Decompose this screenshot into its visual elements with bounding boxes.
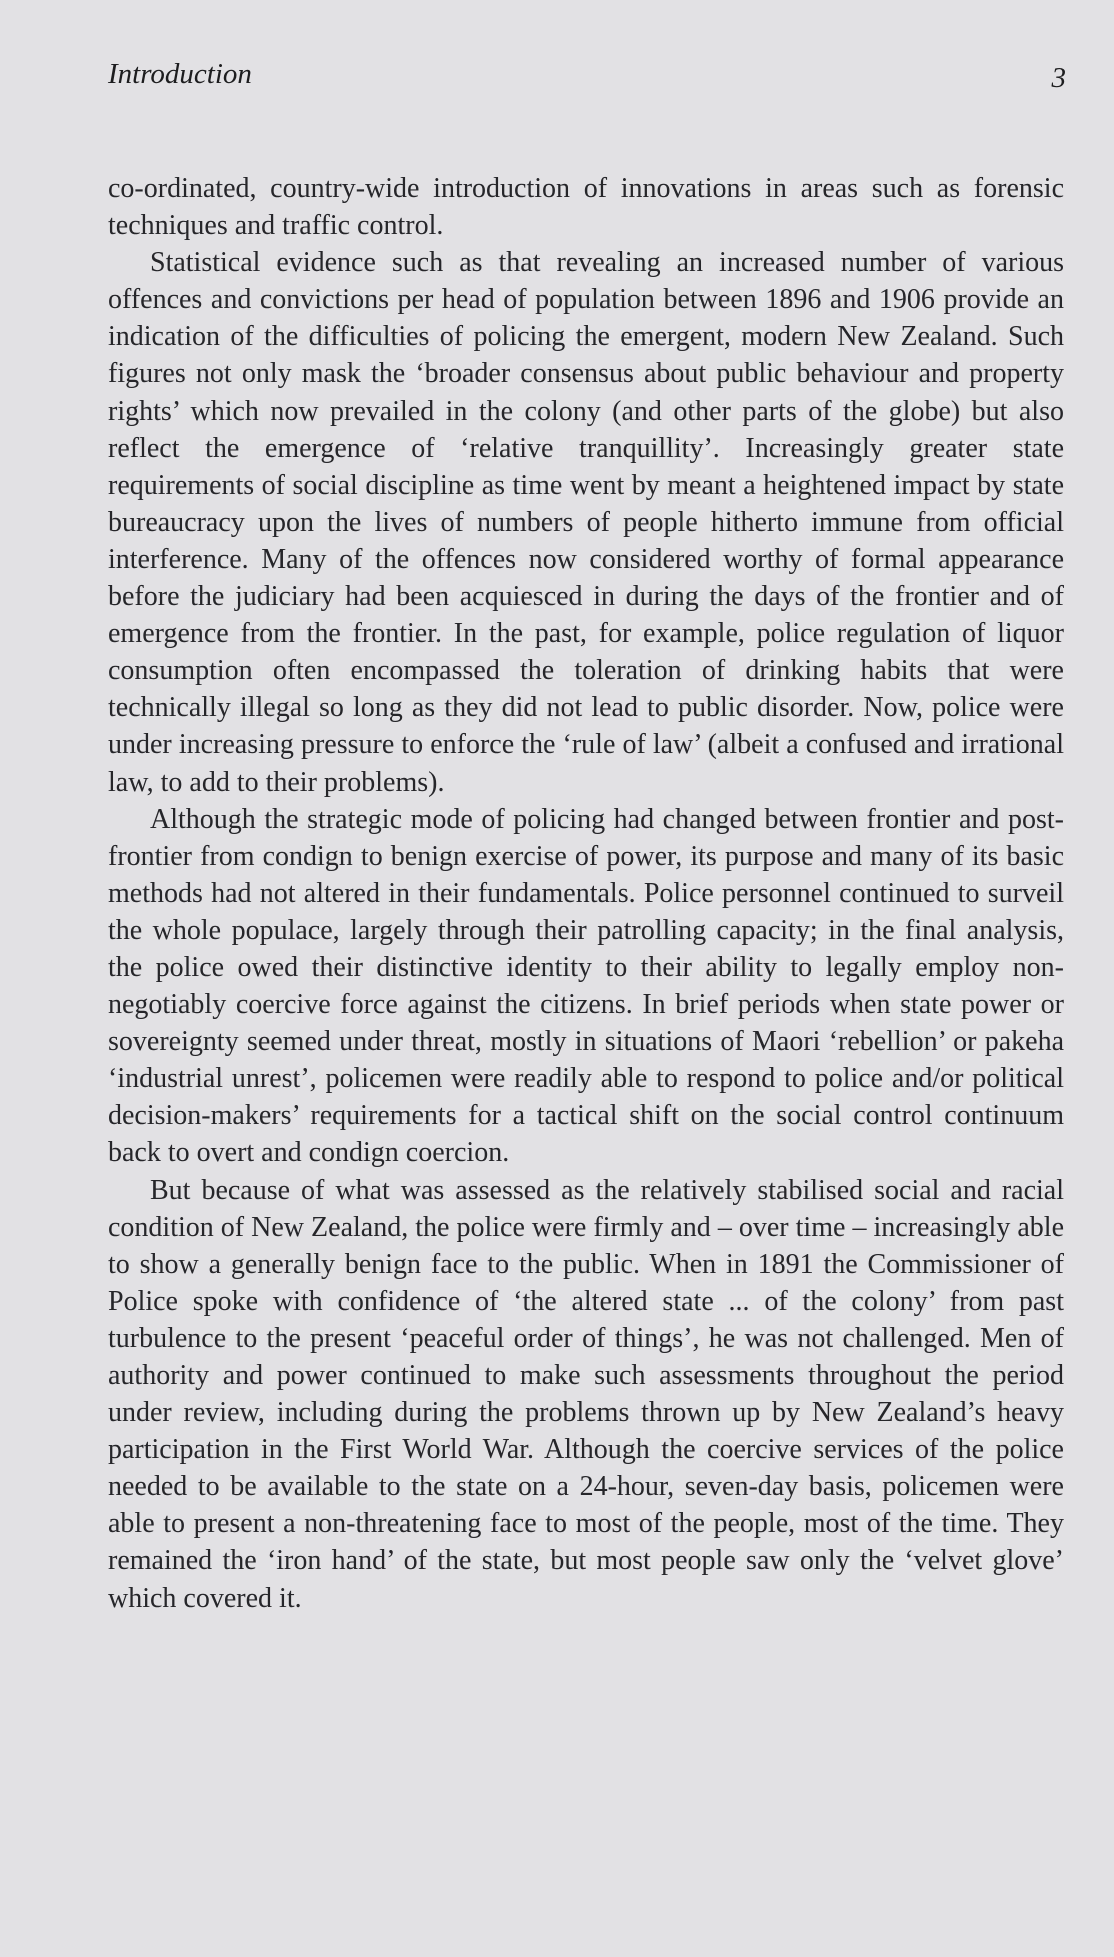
paragraph-statistical-evidence: Statistical evidence such as that revealing an increased number of various offences and convictions per head of population between 1896 and 1906 provide an indication of the difficulties of policing the emergent, modern New Zealand. Such figures not only mask the ‘broader consensus about public behaviour and property rights’ which now prevailed in the colony (and other parts of the globe) but also reflect the emergence of ‘relative tranquillity’. Increasingly greater state requirements of social discipline as time went by meant a heightened impact by state bureaucracy upon the lives of numbers of people hitherto immune from official interference. Many of the offences now considered worthy of formal appearance before the judiciary had been acquiesced in during the days of the frontier and of emergence from the frontier. In the past, for example, police regulation of liquor consumption often encompassed the toleration of drinking habits that were technically illegal so long as they did not lead to public disorder. Now, police were under increasing pressure to enforce the ‘rule of law’ (albeit a confused and irrational law, to add to their problems). [108,247,1064,798]
paragraph-continued: co-ordinated, country-wide introduction of innovations in areas such as forensic techniques and traffic control. [108,173,1064,242]
body-text [108,170,1064,1617]
section-title: Introduction [108,58,252,90]
page-number: 3 [1051,62,1066,94]
paragraph-benign-face: But because of what was assessed as the relatively stabilised social and racial condition of New Zealand, the police were firmly and – over time – increasingly able to show a generally benign face to the public. When in 1891 the Commissioner of Police spoke with confidence of ‘the altered state ... of the colony’ from past turbulence to the present ‘peaceful order of things’, he was not challenged. Men of authority and power continued to make such assessments throughout the period under review, including during the problems thrown up by New Zealand’s heavy participation in the First World War. Although the coercive services of the police needed to be available to the state on a 24-hour, seven-day basis, policemen were able to present a non-threatening face to most of the people, most of the time. They remained the ‘iron hand’ of the state, but most people saw only the ‘velvet glove’ which covered it. [108,1174,1064,1614]
running-head [108,58,1066,98]
paragraph-strategic-mode: Although the strategic mode of policing had changed between frontier and post-frontier from condign to benign exercise of power, its purpose and many of its basic methods had not altered in their fundamentals. Police personnel continued to surveil the whole populace, largely through their patrolling capacity; in the final analysis, the police owed their distinctive identity to their ability to legally employ non-negotiably coercive force against the citizens. In brief periods when state power or sovereignty seemed under threat, mostly in situations of Maori ‘rebellion’ or pakeha ‘industrial unrest’, policemen were readily able to respond to police and/or political decision-makers’ requirements for a tactical shift on the social control continuum back to overt and condign coercion. [108,803,1064,1169]
